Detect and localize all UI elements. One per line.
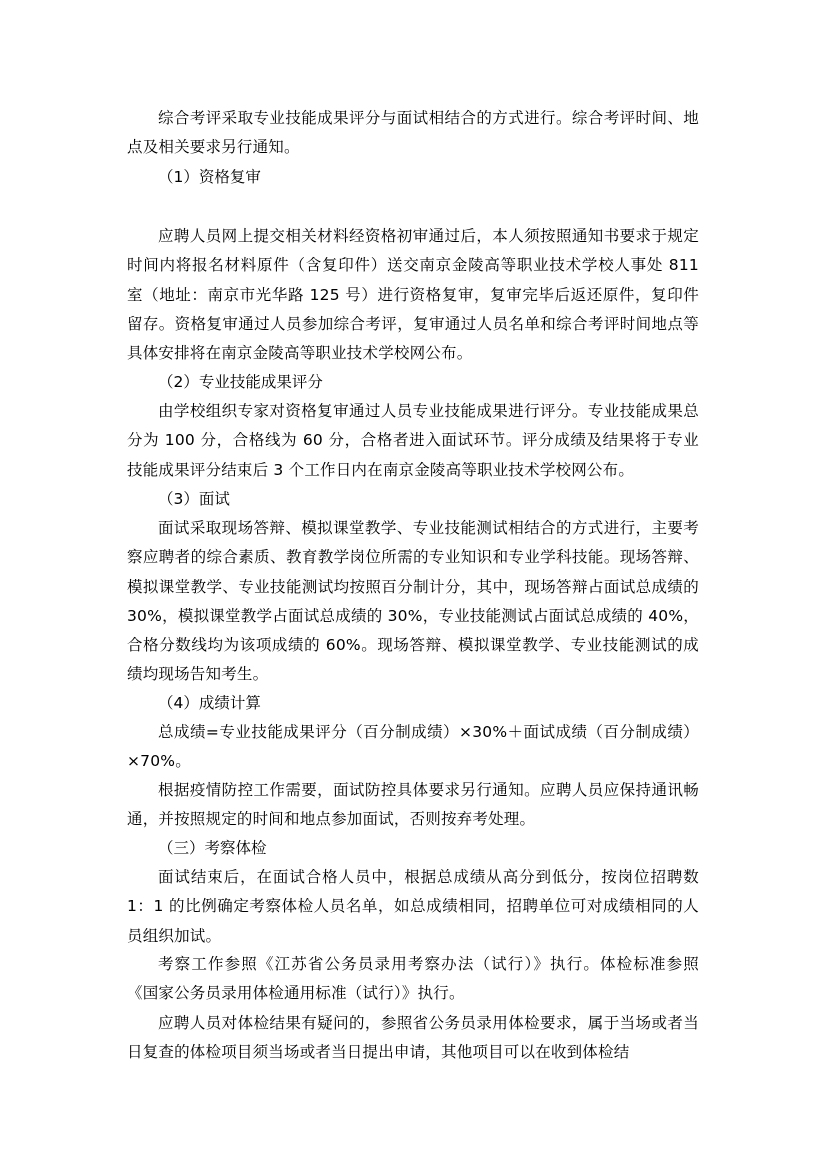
paragraph-exam-appeal: 应聘人员对体检结果有疑问的，参照省公务员录用体检要求，属于当场或者当日复查的体检项目须当场或者当日提出申请，其他项目可以在收到体检结	[127, 1014, 699, 1062]
paragraph-epidemic-control: 根据疫情防控工作需要，面试防控具体要求另行通知。应聘人员应保持通讯畅通，并按照规定的时间和地点参加面试，否则按弃考处理。	[127, 781, 699, 829]
paragraph-inspection-list: 面试结束后，在面试合格人员中，根据总成绩从高分到低分，按岗位招聘数 1：1 的比例确定考察体检人员名单，如总成绩相同，招聘单位可对成绩相同的人员组织加试。	[127, 868, 699, 945]
heading-skill-evaluation: （2）专业技能成果评分	[158, 373, 323, 391]
paragraph-qualification-review: 应聘人员网上提交相关材料经资格初审通过后，本人须按照通知书要求于规定时间内将报名材料原件（含复印件）送交南京金陵高等职业技术学校人事处 811 室（地址：南京市光华路 125 号）进行资格复审，复审完毕后返还原件，复印件留存。资格复审通过人员参加综合考评，复审通过人员名单和综合考评时间地点等具体安排将在南京金陵高等职业技术学校网公布。	[127, 227, 699, 363]
paragraph-comprehensive-evaluation: 综合考评采取专业技能成果评分与面试相结合的方式进行。综合考评时间、地点及相关要求另行通知。	[127, 109, 699, 157]
paragraph-interview: 面试采取现场答辩、模拟课堂教学、专业技能测试相结合的方式进行，主要考察应聘者的综合素质、教育教学岗位所需的专业知识和专业学科技能。现场答辩、模拟课堂教学、专业技能测试均按照百分制计分，其中，现场答辩占面试总成绩的 30%，模拟课堂教学占面试总成绩的 30%，专业技能测试占面试总成绩的 40%，合格分数线均为该项成绩的 60%。现场答辩、模拟课堂教学、专业技能测试的成绩均现场告知考生。	[127, 519, 699, 684]
paragraph-inspection-standard: 考察工作参照《江苏省公务员录用考察办法（试行）》执行。体检标准参照《国家公务员录用体检通用标准（试行）》执行。	[127, 955, 699, 1003]
heading-score-calculation: （4）成绩计算	[158, 694, 261, 712]
paragraph-skill-evaluation: 由学校组织专家对资格复审通过人员专业技能成果进行评分。专业技能成果总分为 100 分，合格线为 60 分，合格者进入面试环节。评分成绩及结果将于专业技能成果评分结束后 3 个工作日内在南京金陵高等职业技术学校网公布。	[127, 402, 699, 479]
paragraph-score-formula: 总成绩=专业技能成果评分（百分制成绩）×30%＋面试成绩（百分制成绩）×70%。	[127, 723, 699, 771]
heading-qualification-review: （1）资格复审	[158, 168, 261, 186]
heading-inspection-physical-exam: （三）考察体检	[158, 839, 267, 857]
heading-interview: （3）面试	[158, 490, 230, 508]
